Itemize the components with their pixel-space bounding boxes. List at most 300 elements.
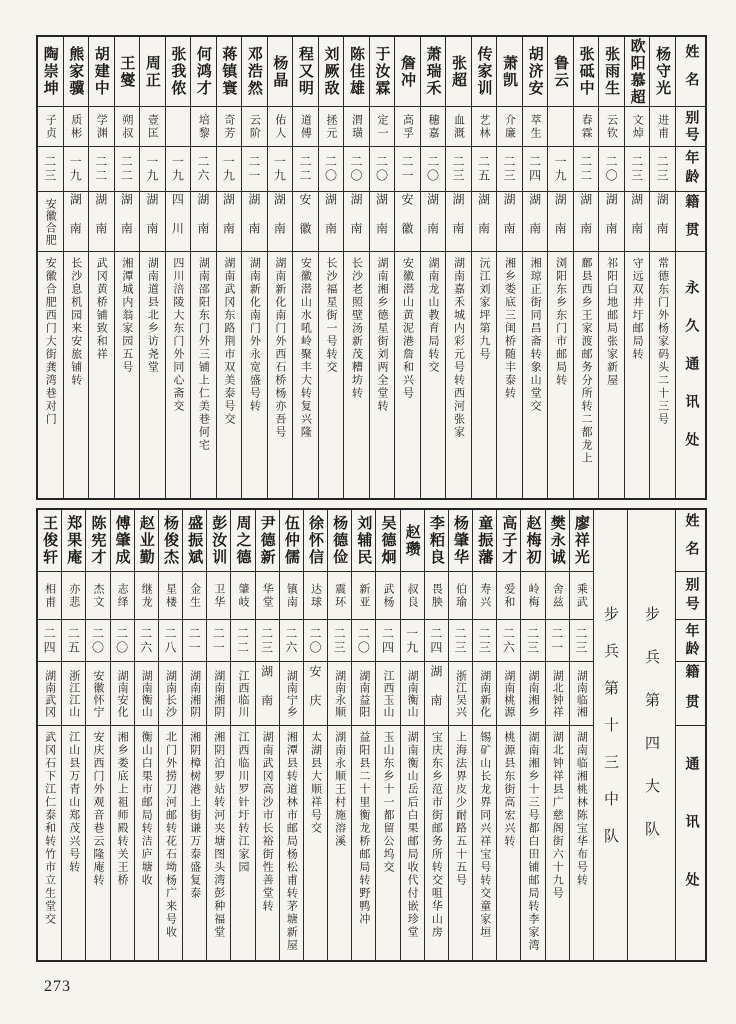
person-address-cell: 湖南武冈东路荆市双美泰号交 <box>222 257 235 426</box>
person-age-cell: 二三 <box>473 620 496 662</box>
person-column <box>624 37 650 498</box>
person-column <box>448 510 472 960</box>
person-origin-cell: 湖南湘乡 <box>521 662 544 726</box>
person-age-cell: 二八 <box>159 620 182 662</box>
person-origin-cell: 湖南湘阴 <box>207 662 230 726</box>
person-age-cell: 二四 <box>425 620 448 662</box>
person-name-cell: 蒋镇寰 <box>217 37 242 107</box>
person-name-cell: 程又明 <box>293 37 318 107</box>
person-column <box>471 37 497 498</box>
person-address-cell: 益阳县二十里衡龙桥邮局转野鸭冲 <box>357 731 370 926</box>
person-age-cell: 二〇 <box>319 147 344 192</box>
person-age-cell: 二四 <box>38 620 61 662</box>
person-alias-cell: 伯瑜 <box>449 572 472 620</box>
person-alias-cell: 培黎 <box>191 107 216 147</box>
person-age-cell: 二〇 <box>370 147 395 192</box>
unit-label-company <box>593 510 627 960</box>
person-column <box>445 37 471 498</box>
person-origin-cell: 湖南 <box>115 192 140 252</box>
person-address-cell: 湖南邵阳东门外三铺上仁美巷何宅 <box>197 257 210 452</box>
person-name-cell: 萧凯 <box>497 37 522 107</box>
person-address-cell: 湘乡娄底三闺桥随丰泰转 <box>503 257 516 400</box>
person-alias-cell: 学渊 <box>89 107 114 147</box>
person-alias-cell: 血溉 <box>446 107 471 147</box>
person-address-cell: 湖南湘乡德星街刘两全堂转 <box>375 257 388 413</box>
person-alias-cell: 畏胦 <box>425 572 448 620</box>
person-name-cell: 杨晶 <box>268 37 293 107</box>
person-alias-cell: 道傅 <box>293 107 318 147</box>
person-age-cell: 二三 <box>570 620 593 662</box>
person-name-cell: 陈宪才 <box>86 510 109 572</box>
person-alias-cell: 质彬 <box>64 107 89 147</box>
person-name-cell: 传家训 <box>472 37 497 107</box>
person-alias-cell: 佑人 <box>268 107 293 147</box>
person-origin-cell: 湖南 <box>523 192 548 252</box>
person-alias-cell: 亦悲 <box>62 572 85 620</box>
person-name-cell: 詹冲 <box>395 37 420 107</box>
person-age-cell: 一九 <box>166 147 191 192</box>
person-alias-cell: 舍兹 <box>546 572 569 620</box>
person-alias-cell: 杰文 <box>86 572 109 620</box>
person-alias-cell: 穗嘉 <box>421 107 446 147</box>
person-origin-cell: 湖南 <box>256 662 279 726</box>
person-alias-cell: 云钦 <box>599 107 624 147</box>
person-name-cell: 彭汝训 <box>207 510 230 572</box>
person-address-cell: 湘潭城内翁家园五号 <box>120 257 133 374</box>
person-name-cell: 陈佳雄 <box>344 37 369 107</box>
person-address-cell: 湘乡娄底上祖师殿转关王桥 <box>116 731 129 887</box>
column-header-name: 姓名 <box>676 510 705 572</box>
person-column <box>206 510 230 960</box>
person-alias-cell: 奇芳 <box>217 107 242 147</box>
person-name-cell: 王燮 <box>115 37 140 107</box>
person-origin-cell: 安徽怀宁 <box>86 662 109 726</box>
person-column <box>327 510 351 960</box>
person-column <box>292 37 318 498</box>
column-header-origin: 籍贯 <box>676 192 705 252</box>
person-address-cell: 江西临川罗针圩转江家园 <box>236 731 249 874</box>
person-name-cell: 盛振斌 <box>183 510 206 572</box>
person-column <box>38 37 63 498</box>
person-origin-cell: 湖南 <box>425 662 448 726</box>
person-age-cell: 二〇 <box>304 620 327 662</box>
person-age-cell: 二四 <box>376 620 399 662</box>
roster-table-bottom <box>36 508 707 962</box>
person-alias-cell: 高孚 <box>395 107 420 147</box>
person-alias-cell: 进甫 <box>650 107 675 147</box>
person-name-cell: 陶崇坤 <box>38 37 63 107</box>
person-age-cell: 二一 <box>242 147 267 192</box>
person-age-cell: 二〇 <box>421 147 446 192</box>
person-name-cell: 赵业勤 <box>135 510 158 572</box>
person-name-cell: 于汝霖 <box>370 37 395 107</box>
person-age-cell: 二二 <box>293 147 318 192</box>
person-column <box>472 510 496 960</box>
person-age-cell: 二三 <box>38 147 63 192</box>
roster-table-top <box>36 35 707 500</box>
person-column <box>375 510 399 960</box>
person-origin-cell: 湖南宁乡 <box>280 662 303 726</box>
person-origin-cell: 安庆 <box>304 662 327 726</box>
column-header-address: 永久通讯处 <box>683 280 699 470</box>
person-age-cell: 二一 <box>395 147 420 192</box>
person-name-cell: 赵瓒 <box>401 510 424 572</box>
person-origin-cell: 湖南武冈 <box>38 662 61 726</box>
unit-label-company-text: 步兵第十三中队 <box>601 605 618 865</box>
person-column <box>139 37 165 498</box>
person-alias-cell: 岭梅 <box>521 572 544 620</box>
person-column <box>182 510 206 960</box>
person-column <box>63 37 89 498</box>
person-address-cell: 桃源县东街高宏兴转 <box>502 731 515 848</box>
person-age-cell: 二五 <box>472 147 497 192</box>
person-name-cell: 张砥中 <box>574 37 599 107</box>
person-origin-cell: 湖南湘阴 <box>183 662 206 726</box>
person-address-cell: 湖南衡山岳后白果邮局收代付嵌珍堂 <box>406 731 419 939</box>
person-origin-cell: 湖南 <box>89 192 114 252</box>
person-column <box>255 510 279 960</box>
person-column <box>343 37 369 498</box>
person-address-cell: 湘琼正街同昌斋转象山堂交 <box>529 257 542 413</box>
person-column <box>267 37 293 498</box>
person-origin-cell: 浙江江山 <box>62 662 85 726</box>
person-column <box>496 510 520 960</box>
person-name-cell: 郑果庵 <box>62 510 85 572</box>
person-name-cell: 鲁云 <box>548 37 573 107</box>
person-alias-cell: 星楼 <box>159 572 182 620</box>
person-alias-cell: 爱和 <box>497 572 520 620</box>
person-name-cell: 李粨良 <box>425 510 448 572</box>
person-alias-cell: 介廉 <box>497 107 522 147</box>
person-column <box>85 510 109 960</box>
column-header-name: 姓名 <box>676 37 705 107</box>
person-age-cell: 一九 <box>217 147 242 192</box>
person-origin-cell: 江西玉山 <box>376 662 399 726</box>
person-name-cell: 张我侬 <box>166 37 191 107</box>
person-alias-cell: 乘武 <box>570 572 593 620</box>
person-name-cell: 萧瑞禾 <box>421 37 446 107</box>
person-age-cell: 二六 <box>191 147 216 192</box>
person-age-cell: 二三 <box>449 620 472 662</box>
person-origin-cell: 湖南衡山 <box>135 662 158 726</box>
person-column <box>134 510 158 960</box>
person-name-cell: 胡建中 <box>89 37 114 107</box>
person-alias-cell: 继龙 <box>135 572 158 620</box>
person-address-cell: 湖南临湘桃林陈宝华布号转 <box>575 731 588 887</box>
person-age-cell: 一九 <box>268 147 293 192</box>
person-origin-cell: 湖南益阳 <box>352 662 375 726</box>
person-column <box>61 510 85 960</box>
person-origin-cell: 湖南长沙 <box>159 662 182 726</box>
person-origin-cell: 安徽 <box>395 192 420 252</box>
person-column <box>369 37 395 498</box>
person-column <box>279 510 303 960</box>
person-age-cell: 二二 <box>89 147 114 192</box>
person-origin-cell: 湖南桃源 <box>497 662 520 726</box>
person-origin-cell: 浙江吴兴 <box>449 662 472 726</box>
person-name-cell: 廖祥光 <box>570 510 593 572</box>
column-header-address: 通讯处 <box>683 756 699 930</box>
person-name-cell: 赵梅初 <box>521 510 544 572</box>
person-origin-cell: 湖北钟祥 <box>546 662 569 726</box>
person-age-cell: 一九 <box>548 147 573 192</box>
person-address-cell: 守远双井圩邮局转 <box>631 257 644 361</box>
person-origin-cell: 江西临川 <box>231 662 254 726</box>
header-column <box>675 510 705 960</box>
person-address-cell: 锡矿山长龙界同兴祥宝号转交童家垣 <box>478 731 491 939</box>
person-age-cell: 二四 <box>523 147 548 192</box>
person-address-cell: 湖南道县北乡访尧堂 <box>146 257 159 374</box>
person-column <box>520 510 544 960</box>
person-name-cell: 杨肇华 <box>449 510 472 572</box>
person-origin-cell: 湖南 <box>421 192 446 252</box>
person-origin-cell: 湖南 <box>370 192 395 252</box>
person-name-cell: 杨德俭 <box>328 510 351 572</box>
person-name-cell: 樊永诚 <box>546 510 569 572</box>
person-alias-cell: 金生 <box>183 572 206 620</box>
person-age-cell: 二一 <box>207 620 230 662</box>
person-address-cell: 长沙息机园来安旅铺转 <box>69 257 82 387</box>
person-address-cell: 上海法界皮少耐路五十五号 <box>454 731 467 887</box>
person-name-cell: 张雨生 <box>599 37 624 107</box>
person-address-cell: 湖南龙山教育局转交 <box>427 257 439 374</box>
person-alias-cell: 春霖 <box>574 107 599 147</box>
person-alias-cell: 肇岐 <box>231 572 254 620</box>
person-column <box>88 37 114 498</box>
person-alias-cell: 艺林 <box>472 107 497 147</box>
person-address-cell: 湖北钟祥县广慈阁街六十九号 <box>551 731 564 900</box>
person-age-cell: 二二 <box>231 620 254 662</box>
person-name-cell: 杨俊杰 <box>159 510 182 572</box>
person-alias-cell: 武杨 <box>376 572 399 620</box>
person-alias-cell: 定一 <box>370 107 395 147</box>
person-origin-cell: 湖南 <box>319 192 344 252</box>
person-alias-cell: 子贞 <box>38 107 63 147</box>
person-address-cell: 常德东门外杨家码头二十三号 <box>656 257 669 426</box>
person-address-cell: 太湖县大顺祥号交 <box>309 731 322 835</box>
column-header-alias: 别号 <box>676 572 705 620</box>
unit-label-battalion <box>627 510 675 960</box>
person-age-cell: 二三 <box>328 620 351 662</box>
person-origin-cell: 湖南衡山 <box>401 662 424 726</box>
person-age-cell: 二二 <box>115 147 140 192</box>
person-alias-cell: 文焯 <box>625 107 650 147</box>
person-alias-cell: 叔良 <box>401 572 424 620</box>
person-column <box>351 510 375 960</box>
person-origin-cell: 湖南 <box>140 192 165 252</box>
person-alias-cell: 萃生 <box>523 107 548 147</box>
person-alias-cell <box>548 107 573 147</box>
person-name-cell: 童振藩 <box>473 510 496 572</box>
person-column <box>241 37 267 498</box>
person-address-cell: 安徽潜山黄泥港詹和兴号 <box>401 257 414 400</box>
person-column <box>649 37 675 498</box>
person-origin-cell: 湖南 <box>344 192 369 252</box>
person-column <box>38 510 61 960</box>
person-address-cell: 湖南嘉禾城内彩元号转西河张家 <box>452 257 465 439</box>
person-name-cell: 尹德新 <box>256 510 279 572</box>
person-column <box>496 37 522 498</box>
person-age-cell: 二一 <box>183 620 206 662</box>
person-column <box>303 510 327 960</box>
person-address-cell: 湖南新化南门外永宽盛号转 <box>248 257 261 413</box>
person-age-cell: 二三 <box>521 620 544 662</box>
person-column <box>230 510 254 960</box>
person-column <box>420 37 446 498</box>
person-alias-cell: 震环 <box>328 572 351 620</box>
person-address-cell: 长沙福星街一号转交 <box>324 257 337 374</box>
person-column <box>110 510 134 960</box>
person-name-cell: 周之德 <box>231 510 254 572</box>
person-column <box>424 510 448 960</box>
person-alias-cell: 华堂 <box>256 572 279 620</box>
person-alias-cell: 渭璜 <box>344 107 369 147</box>
person-address-cell: 长沙老照壁汤新茂糟坊转 <box>350 257 363 400</box>
person-alias-cell <box>166 107 191 147</box>
person-alias-cell: 寿兴 <box>473 572 496 620</box>
person-address-cell: 武冈黄桥铺致和祥 <box>95 257 108 361</box>
person-name-cell: 傅肇成 <box>111 510 134 572</box>
person-origin-cell: 湖南 <box>625 192 650 252</box>
person-address-cell: 祁阳白地邮局张家新屋 <box>605 257 618 387</box>
person-age-cell: 二〇 <box>111 620 134 662</box>
person-age-cell: 二六 <box>497 620 520 662</box>
person-name-cell: 何鸿才 <box>191 37 216 107</box>
person-origin-cell: 湖南临湘 <box>570 662 593 726</box>
person-origin-cell: 湖南永顺 <box>328 662 351 726</box>
person-origin-cell: 安徽合肥 <box>38 192 63 252</box>
person-address-cell: 武冈石下江仁泰和转竹市立生堂交 <box>43 731 56 926</box>
person-origin-cell: 湖南 <box>599 192 624 252</box>
person-alias-cell: 朔叔 <box>115 107 140 147</box>
person-address-cell: 宝庆东乡范市街邮务所转交咀华山房 <box>430 731 443 939</box>
person-alias-cell: 达球 <box>304 572 327 620</box>
person-name-cell: 刘辅民 <box>352 510 375 572</box>
person-name-cell: 邓浩然 <box>242 37 267 107</box>
person-name-cell: 杨守光 <box>650 37 675 107</box>
person-age-cell: 二〇 <box>599 147 624 192</box>
person-column <box>400 510 424 960</box>
person-column <box>394 37 420 498</box>
person-origin-cell: 湖南新化 <box>473 662 496 726</box>
person-column <box>158 510 182 960</box>
person-address-cell: 安徽潜山水吼岭聚丰大转复兴隆 <box>299 257 312 439</box>
person-address-cell: 北门外捞刀河邮转花石坳杨广来号收 <box>164 731 177 939</box>
page-number: 273 <box>44 978 71 995</box>
person-origin-cell: 安徽 <box>293 192 318 252</box>
person-alias-cell: 拯元 <box>319 107 344 147</box>
person-origin-cell: 湖南 <box>446 192 471 252</box>
person-name-cell: 高子才 <box>497 510 520 572</box>
person-age-cell: 二三 <box>256 620 279 662</box>
person-column <box>216 37 242 498</box>
person-name-cell: 欧阳慕超 <box>625 37 650 107</box>
person-age-cell: 二〇 <box>86 620 109 662</box>
person-name-cell: 伍仲儒 <box>280 510 303 572</box>
person-name-cell: 王俊轩 <box>38 510 61 572</box>
column-header-age: 年龄 <box>676 620 705 662</box>
person-alias-cell: 镇南 <box>280 572 303 620</box>
unit-label-battalion-text: 步兵第四大队 <box>642 606 659 864</box>
person-address-cell: 四川涪陵大东门外同心斋交 <box>171 257 184 413</box>
person-column <box>598 37 624 498</box>
person-name-cell: 周正 <box>140 37 165 107</box>
person-age-cell: 二三 <box>650 147 675 192</box>
person-address-cell: 湘阴樟树港上街谦万泰盛复泰 <box>188 731 201 900</box>
person-alias-cell: 云阶 <box>242 107 267 147</box>
person-address-cell: 安庆西门外观音巷云隆庵转 <box>91 731 104 887</box>
person-origin-cell: 湖南 <box>64 192 89 252</box>
person-address-cell: 湘潭县转道林市邮局杨松甫转茅塘新屋 <box>285 731 298 952</box>
person-column <box>547 37 573 498</box>
person-age-cell: 二六 <box>135 620 158 662</box>
person-origin-cell: 湖南 <box>268 192 293 252</box>
person-address-cell: 湖南武冈高沙市长裕街性善堂转 <box>261 731 274 913</box>
person-age-cell: 一九 <box>140 147 165 192</box>
person-origin-cell: 湖南 <box>217 192 242 252</box>
person-address-cell: 衡山白果市邮局转洁庐塘收 <box>140 731 153 887</box>
person-name-cell: 张超 <box>446 37 471 107</box>
person-age-cell: 一九 <box>401 620 424 662</box>
person-column <box>569 510 593 960</box>
person-age-cell: 二六 <box>280 620 303 662</box>
person-address-cell: 浏阳东乡东门市邮局转 <box>554 257 567 387</box>
person-age-cell: 二一 <box>546 620 569 662</box>
person-name-cell: 熊家骥 <box>64 37 89 107</box>
person-alias-cell: 卫华 <box>207 572 230 620</box>
person-column <box>573 37 599 498</box>
person-address-cell: 鄜县西乡王家渡邮务分所转二都龙上 <box>580 257 593 465</box>
column-header-age: 年龄 <box>676 147 705 192</box>
person-address-cell: 湘阴泊罗站转河夹塘图头湾彭种福堂 <box>212 731 225 939</box>
person-name-cell: 刘厥敌 <box>319 37 344 107</box>
person-age-cell: 一九 <box>64 147 89 192</box>
person-origin-cell: 湖南 <box>650 192 675 252</box>
person-origin-cell: 湖南安化 <box>111 662 134 726</box>
person-name-cell: 胡济安 <box>523 37 548 107</box>
person-alias-cell: 志绎 <box>111 572 134 620</box>
person-address-cell: 沅江刘家坪第九号 <box>478 257 491 361</box>
person-name-cell: 吴德炯 <box>376 510 399 572</box>
person-age-cell: 二〇 <box>344 147 369 192</box>
person-age-cell: 二二 <box>574 147 599 192</box>
person-column <box>522 37 548 498</box>
person-origin-cell: 湖南 <box>548 192 573 252</box>
person-column <box>190 37 216 498</box>
person-origin-cell: 湖南 <box>191 192 216 252</box>
header-column <box>675 37 705 498</box>
person-alias-cell: 相甫 <box>38 572 61 620</box>
person-origin-cell: 湖南 <box>574 192 599 252</box>
person-origin-cell: 湖南 <box>497 192 522 252</box>
person-column <box>165 37 191 498</box>
person-age-cell: 二三 <box>497 147 522 192</box>
person-address-cell: 湖南新化南门外西石桥杨亦吾号 <box>273 257 286 439</box>
column-header-origin: 籍贯 <box>676 662 705 726</box>
person-age-cell: 二〇 <box>352 620 375 662</box>
person-address-cell: 江山县万青山郑茂兴号转 <box>67 731 80 874</box>
person-name-cell: 徐怀信 <box>304 510 327 572</box>
person-alias-cell: 新亚 <box>352 572 375 620</box>
person-alias-cell: 壹匡 <box>140 107 165 147</box>
person-origin-cell: 湖南 <box>472 192 497 252</box>
column-header-alias: 别号 <box>676 107 705 147</box>
person-age-cell: 二三 <box>446 147 471 192</box>
person-origin-cell: 四川 <box>166 192 191 252</box>
person-column <box>318 37 344 498</box>
person-address-cell: 湖南永顺王村施溶溪 <box>333 731 346 848</box>
person-address-cell: 玉山东乡十一都留公坞交 <box>382 731 394 874</box>
